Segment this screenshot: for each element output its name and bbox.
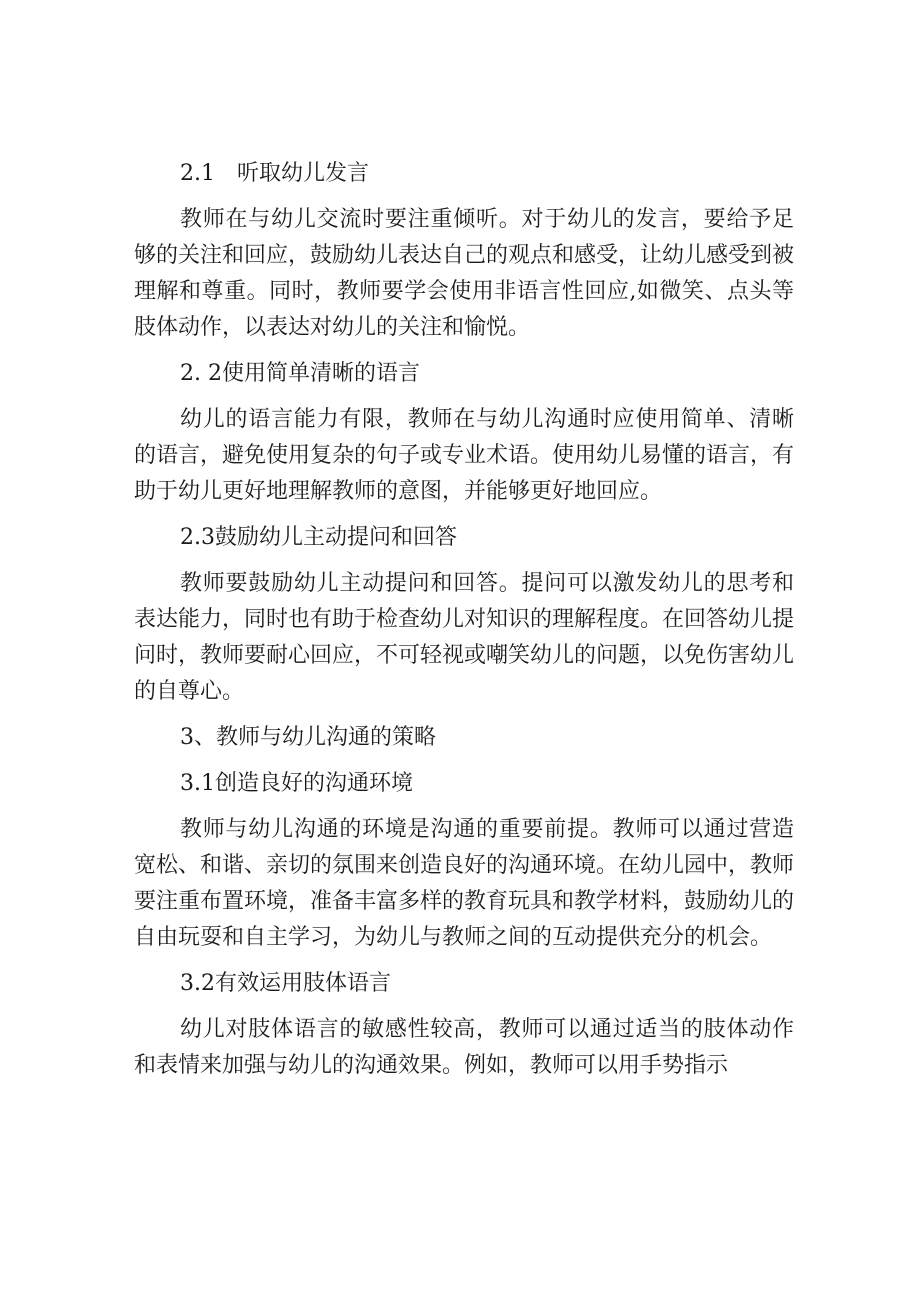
section-heading-3-2: 3.2有效运用肢体语言	[180, 971, 391, 996]
section-heading-2-1: 2.1 听取幼儿发言	[180, 161, 369, 186]
section-heading-3: 3、教师与幼儿沟通的策略	[180, 725, 436, 750]
paragraph-2-2: 幼儿的语言能力有限，教师在与幼儿沟通时应使用简单、清晰的语言，避免使用复杂的句子或专业术语。使用幼儿易懂的语言，有助于幼儿更好地理解教师的意图，并能够更好地回应。	[134, 407, 795, 504]
paragraph-2-3: 教师要鼓励幼儿主动提问和回答。提问可以激发幼儿的思考和表达能力，同时也有助于检查幼儿对知识的理解程度。在回答幼儿提问时，教师要耐心回应，不可轻视或嘲笑幼儿的问题，以免伤害幼儿的自尊心。	[134, 571, 795, 704]
section-heading-3-1: 3.1创造良好的沟通环境	[180, 771, 413, 796]
paragraph-2-1: 教师在与幼儿交流时要注重倾听。对于幼儿的发言，要给予足够的关注和回应，鼓励幼儿表达自己的观点和感受，让幼儿感受到被理解和尊重。同时，教师要学会使用非语言性回应,如微笑、点头等肢体动作，以表达对幼儿的关注和愉悦。	[134, 207, 795, 340]
document-body	[134, 156, 794, 1094]
section-heading-2-3: 2.3鼓励幼儿主动提问和回答	[180, 525, 457, 550]
paragraph-3-1: 教师与幼儿沟通的环境是沟通的重要前提。教师可以通过营造宽松、和谐、亲切的氛围来创造良好的沟通环境。在幼儿园中，教师要注重布置环境，准备丰富多样的教育玩具和教学材料，鼓励幼儿的自由玩耍和自主学习，为幼儿与教师之间的互动提供充分的机会。	[134, 817, 795, 950]
paragraph-3-2: 幼儿对肢体语言的敏感性较高，教师可以通过适当的肢体动作和表情来加强与幼儿的沟通效果。例如，教师可以用手势指示	[134, 1017, 794, 1078]
section-heading-2-2: 2. 2使用简单清晰的语言	[180, 361, 420, 386]
